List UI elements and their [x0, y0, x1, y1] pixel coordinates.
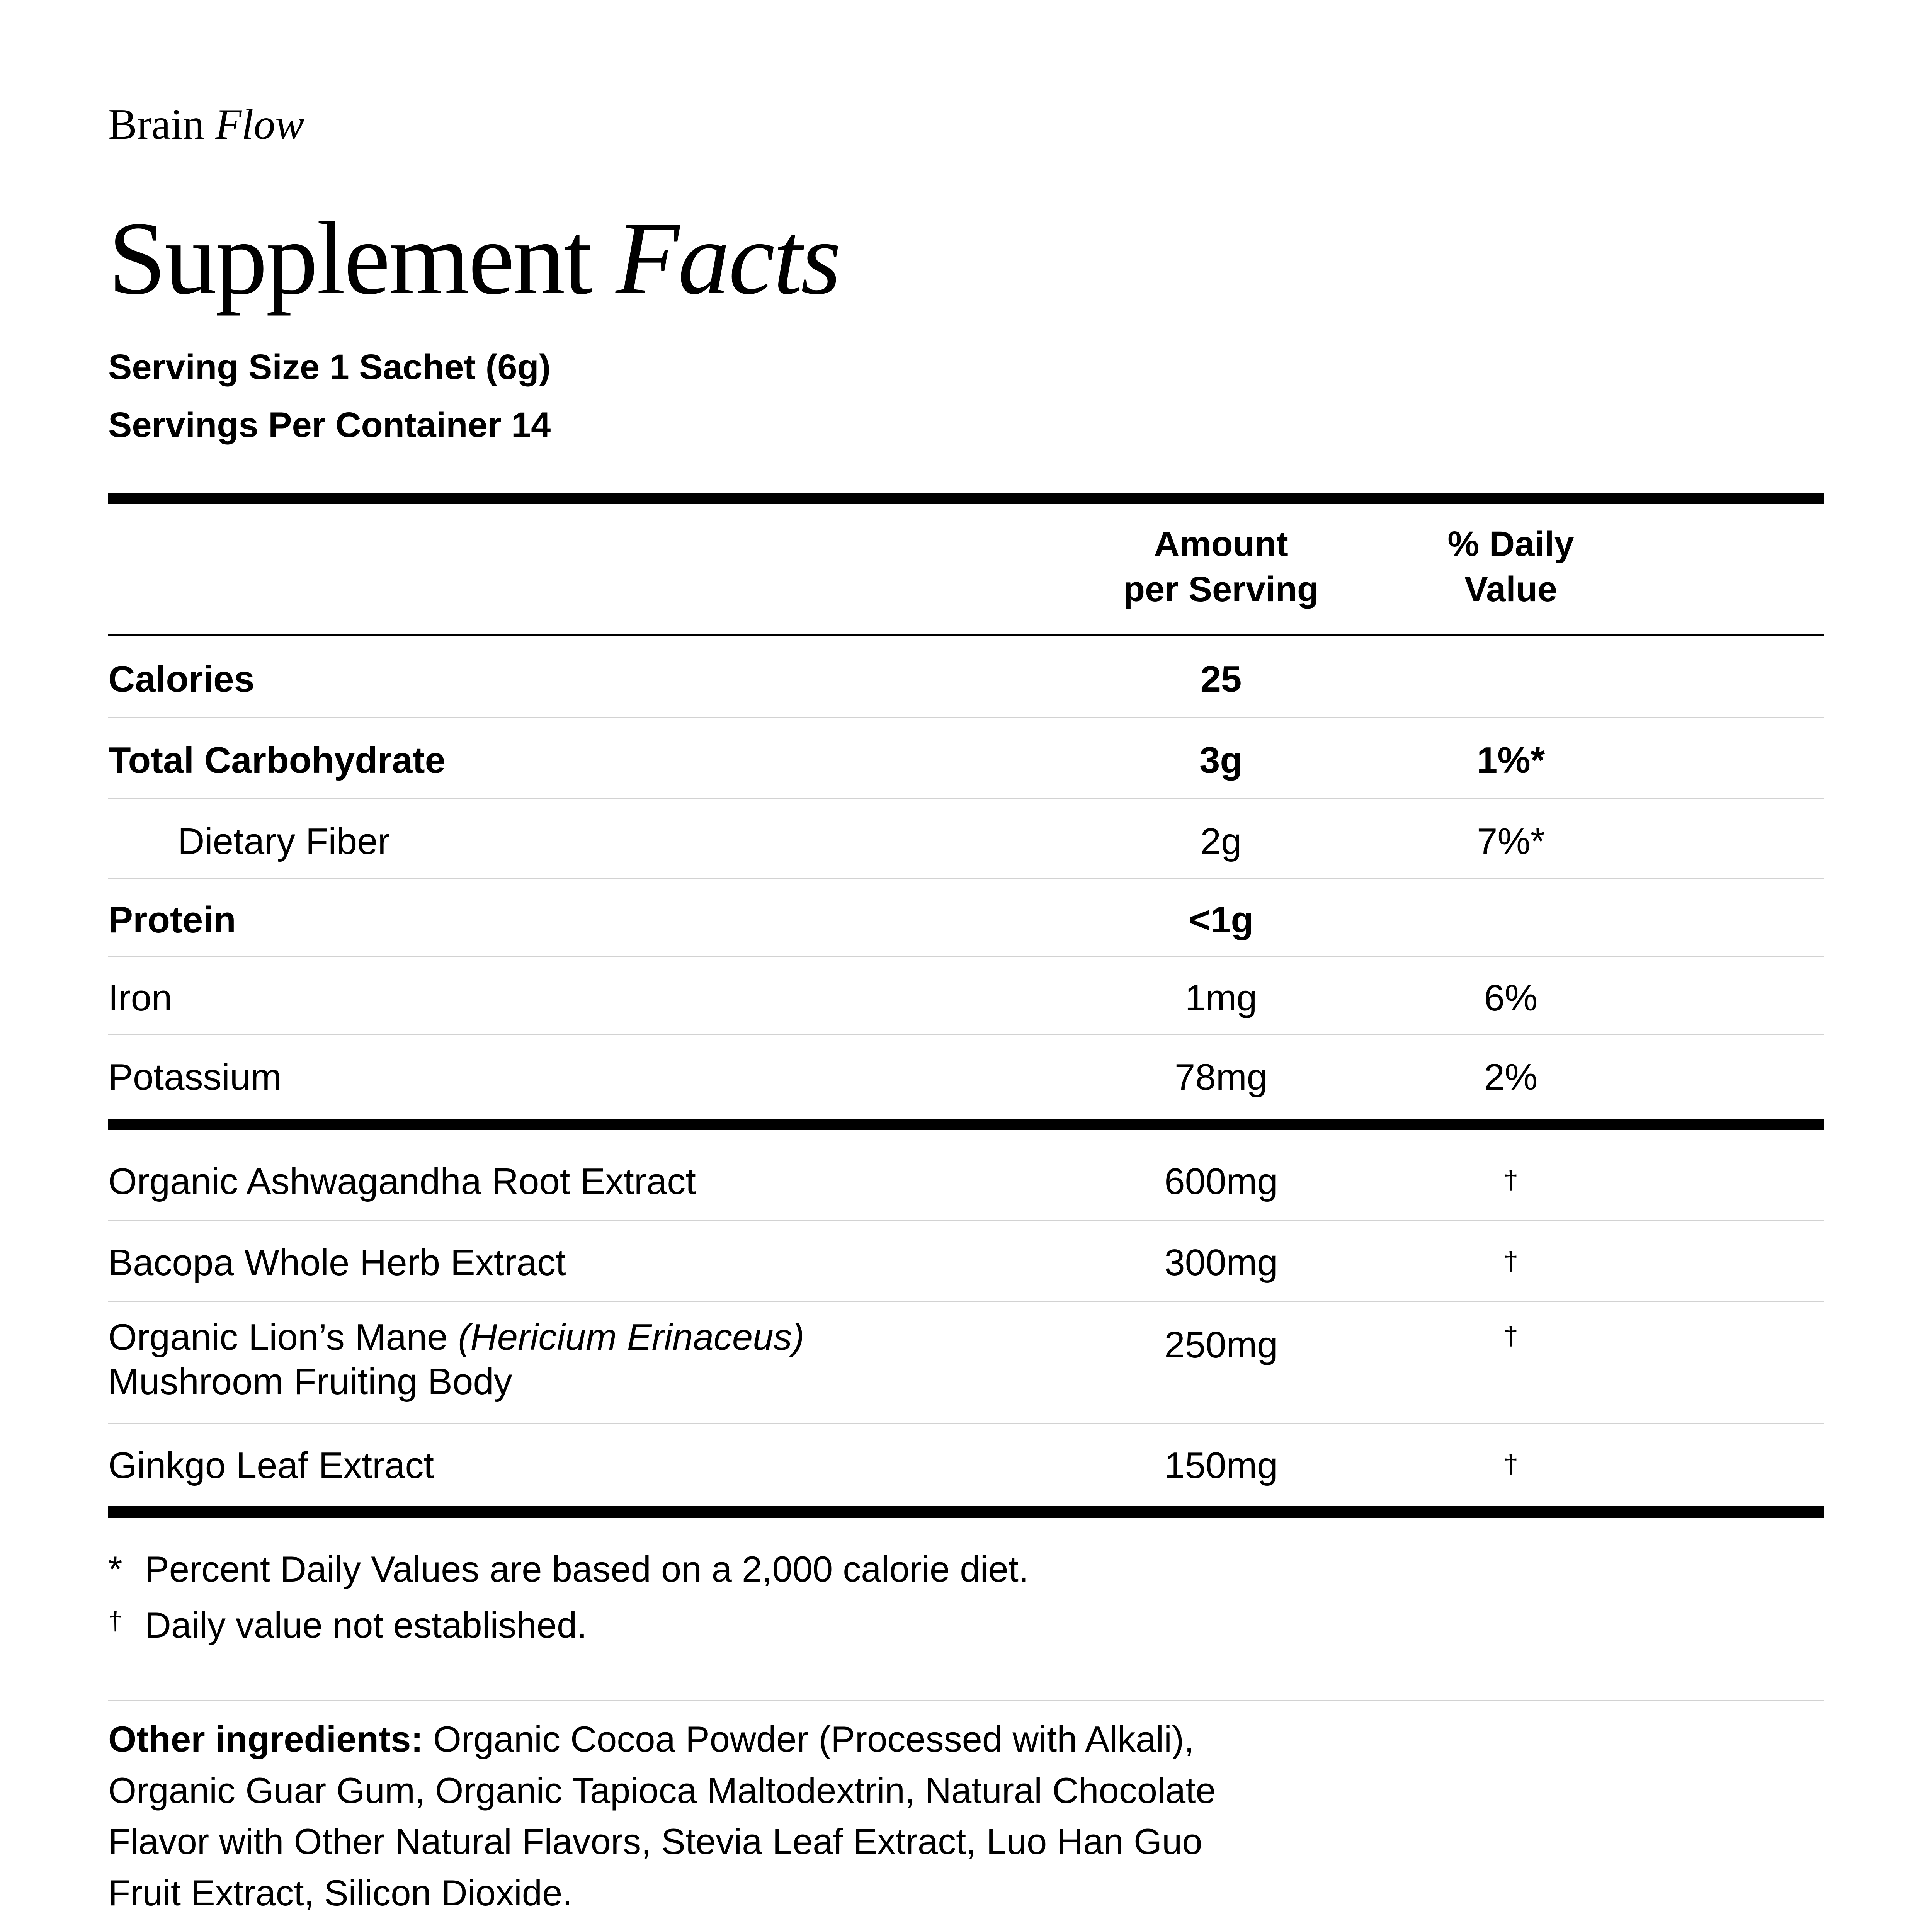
nutrient-amount: 78mg: [1174, 1056, 1268, 1098]
nutrient-name: Iron: [108, 977, 172, 1019]
ingredient-amount: 300mg: [1164, 1242, 1278, 1283]
ingredient-name: Ginkgo Leaf Extract: [108, 1445, 434, 1486]
middle-thick-divider: [108, 1119, 1824, 1130]
ingredient-daily-value: †: [1503, 1247, 1518, 1276]
dv-header-line1: % Daily: [1447, 524, 1574, 564]
nutrient-name: Total Carbohydrate: [108, 740, 446, 781]
footnote-not-established: [108, 1604, 587, 1647]
ingredient-name: Organic Ashwagandha Root Extract: [108, 1161, 696, 1202]
footnote-text: Percent Daily Values are based on a 2,000 calorie diet.: [145, 1549, 1029, 1589]
brand-name-regular: Brain: [108, 100, 204, 148]
title-italic: Facts: [616, 201, 840, 316]
footnote-divider: [108, 1700, 1824, 1701]
footnote-mark: *: [108, 1549, 122, 1589]
ingredient-latin-name: (Hericium Erinaceus): [458, 1316, 804, 1358]
ingredient-amount: 150mg: [1164, 1445, 1278, 1486]
column-header-daily-value: [1318, 522, 1704, 612]
row-divider: [108, 956, 1824, 957]
footnote-mark: †: [108, 1607, 122, 1635]
amount-header-line1: Amount: [1154, 524, 1288, 564]
other-ingredients: [108, 1714, 1229, 1918]
bottom-thick-divider: [108, 1506, 1824, 1518]
header-divider: [108, 634, 1824, 636]
title-main: Supplement: [108, 201, 591, 316]
footnote-text: Daily value not established.: [145, 1605, 587, 1645]
amount-header-line2: per Serving: [1123, 569, 1319, 609]
other-ingredients-text: Organic Cocoa Powder (Processed with Alkali), Organic Guar Gum, Organic Tapioca Maltodextrin, Natural Chocolate Flavor with Other Natural Flavors, Stevia Leaf Extract, Luo Han Guo Fruit Extract, Silicon Dioxide.: [108, 1719, 1216, 1913]
nutrient-daily-value: 2%: [1484, 1056, 1538, 1098]
serving-size: Serving Size 1 Sachet (6g): [108, 347, 551, 387]
ingredient-amount: 250mg: [1164, 1324, 1278, 1366]
nutrient-daily-value: 1%*: [1476, 740, 1545, 781]
nutrient-amount: 25: [1200, 658, 1242, 700]
brand-name: [108, 99, 304, 150]
ingredient-daily-value: †: [1503, 1321, 1518, 1350]
top-thick-divider: [108, 493, 1824, 504]
ingredient-daily-value: †: [1503, 1165, 1518, 1195]
servings-per-container: Servings Per Container 14: [108, 405, 551, 445]
footnote-percent-daily: [108, 1548, 1029, 1591]
nutrient-daily-value: 6%: [1484, 977, 1538, 1019]
nutrient-amount: <1g: [1188, 899, 1254, 940]
ingredient-amount: 600mg: [1164, 1161, 1278, 1202]
nutrient-amount: 2g: [1200, 821, 1242, 862]
page-title: [108, 201, 840, 316]
nutrient-amount: 1mg: [1185, 977, 1257, 1019]
ingredient-name-block: [108, 1315, 804, 1404]
ingredient-name-line2: Mushroom Fruiting Body: [108, 1361, 512, 1403]
row-divider: [108, 878, 1824, 879]
row-divider: [108, 1301, 1824, 1302]
nutrient-amount: 3g: [1199, 740, 1243, 781]
row-divider: [108, 717, 1824, 718]
ingredient-name: Organic Lion’s Mane: [108, 1316, 448, 1358]
row-divider: [108, 1423, 1824, 1424]
nutrient-daily-value: 7%*: [1476, 821, 1545, 862]
nutrient-name: Dietary Fiber: [178, 821, 390, 862]
row-divider: [108, 798, 1824, 799]
brand-name-italic: Flow: [215, 100, 304, 148]
other-ingredients-label: Other ingredients:: [108, 1719, 423, 1759]
ingredient-name: Bacopa Whole Herb Extract: [108, 1242, 566, 1283]
row-divider: [108, 1034, 1824, 1035]
nutrient-name: Protein: [108, 899, 236, 940]
dv-header-line2: Value: [1464, 569, 1558, 609]
ingredient-daily-value: †: [1503, 1449, 1518, 1479]
nutrient-name: Calories: [108, 658, 255, 700]
nutrient-name: Potassium: [108, 1056, 282, 1098]
row-divider: [108, 1220, 1824, 1221]
